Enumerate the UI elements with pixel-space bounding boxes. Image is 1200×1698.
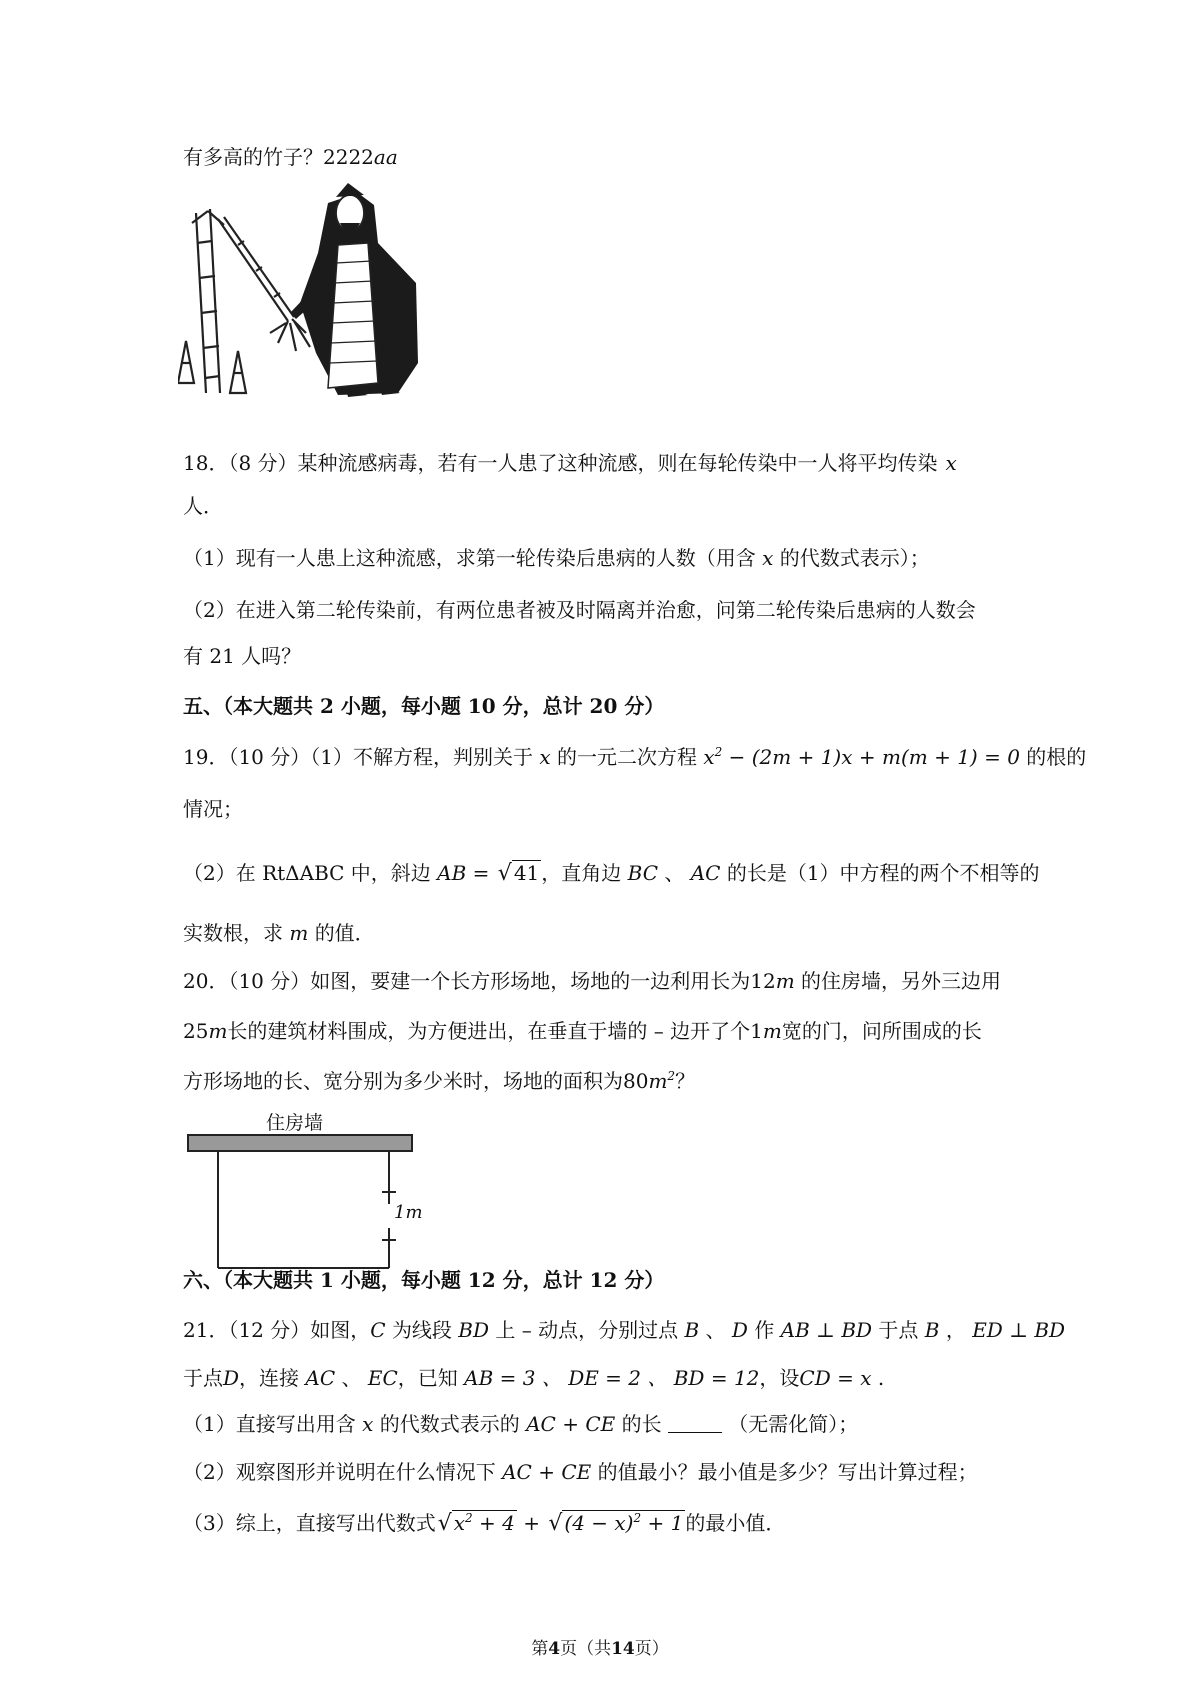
footer-page-number: 4 [548,1639,561,1659]
q21-p1-var-x: x [362,1412,374,1436]
section-6-heading [183,1265,1020,1295]
section-6-text: 六、（本大题共 1 小题，每小题 12 分，总计 12 分） [183,1268,665,1292]
q20-wall-label: 住房墙 [266,1112,324,1134]
q18-line-1 [183,448,1020,478]
q19-line-2 [183,794,1020,824]
q21-text-a: 21．（12 分）如图， [183,1318,371,1342]
section-5-text: 五、（本大题共 2 小题，每小题 10 分，总计 20 分） [183,694,665,718]
q20-text-d: 长的建筑材料围成，为方便进出，在垂直于墙的 – 边开了个1 [227,1019,763,1043]
q21-p3-text-b: 的最小值． [685,1511,786,1535]
q21-p1-text-d: （无需化简）； [728,1412,859,1436]
q21-pt-b: B [684,1318,700,1342]
q21-sqrt-2: √ $(4 - x)^2 + 1$ [548,1511,684,1536]
q18-var-x: x [945,451,957,475]
q20-area-unit: $m^2$ [648,1069,676,1093]
q19-text-c: 的根的 [1026,745,1087,769]
q19-ac: AC [690,861,721,885]
q19-sqrt-41: √ 41 [497,861,540,886]
q21-p2-text-a: （2）观察图形并说明在什么情况下 [183,1460,496,1484]
page-footer [0,1634,1200,1659]
footer-mid: 页（共 [560,1639,612,1659]
q18-p1-text-a: （1）现有一人患上这种流感，求第一轮传染后患病的人数（用含 [183,546,756,570]
q19-p2-text-a: （2）在 RtΔABC 中，斜边 [183,861,431,885]
q19-part2-line-1 [183,858,1040,889]
q19-line-1 [183,742,1087,772]
q19-p2-text-e: 的值． [314,921,375,945]
q21-p2-text-b: 的值最小？最小值是多少？写出计算过程； [597,1460,978,1484]
q20-unit-m-2: m [208,1019,228,1043]
q21-text-d: 作 [754,1318,775,1342]
q21-let: CD = x [799,1366,872,1390]
q21-p1-text-b: 的代数式表示的 [379,1412,520,1436]
q21-given: AB = 3 、 DE = 2 、 BD = 12 [464,1366,760,1390]
q20-figure [184,1108,423,1274]
q18-part2-line-2 [183,641,1020,671]
q20-unit-m-1: m [775,969,795,993]
q20-door-label: 1m [394,1202,423,1223]
q21-p1-text-a: （1）直接写出用含 [183,1412,356,1436]
q19-part2-line-2 [183,918,1020,948]
q21-part2 [183,1457,1020,1487]
q20-fence [184,1108,414,1274]
section-5-heading [183,691,1020,721]
q19-p2-text-c: 的长是（1）中方程的两个不相等的 [726,861,1040,885]
q19-equals: = [466,861,496,885]
q21-seg-ec: EC [367,1366,398,1390]
q19-var-x: x [539,745,551,769]
q20-line-3 [183,1066,1020,1096]
q19-ab: AB [437,861,467,885]
q20-text-c: 25 [183,1019,209,1043]
q19-equation-rest: − (2m + 1)x + m(m + 1) = 0 [728,745,1020,769]
q21-line-1: 21．（12 分）如图，C 为线段 BD 上 – 动点，分别过点 B 、 D 作 AB ⊥ BD 于点 B ， ED ⊥ BD [183,1318,1066,1342]
q17-tail-var: aa [373,145,398,169]
q20-line-2 [183,1016,1020,1046]
q21-p3-text-a: （3）综上，直接写出代数式 [183,1511,436,1535]
q21-perp-2: ED ⊥ BD [972,1318,1066,1342]
q18-line-2 [183,491,1020,521]
q21-seg-ac: AC [305,1366,336,1390]
q18-p1-text-b: 的代数式表示）； [779,546,930,570]
q20-text-f: 方形场地的长、宽分别为多少米时，场地的面积为80 [183,1069,649,1093]
q21-sqrt-1: √ $x^2 + 4$ [437,1511,515,1536]
q20-text-e: 宽的门，问所围成的长 [781,1019,982,1043]
q21-line-2: 于点D，连接 AC 、 EC，已知 AB = 3 、 DE = 2 、 BD = 12，设CD = x . [183,1366,885,1390]
q21-pt-b-2: B [924,1318,940,1342]
footer-prefix: 第 [531,1639,549,1659]
q19-radicand: 41 [513,861,540,885]
q21-text-h: ，已知 [397,1366,458,1390]
q21-text-e: 于点 [878,1318,919,1342]
footer-suffix: 页） [634,1639,669,1659]
q18-text-b: 人． [183,494,223,518]
q19-sep: 、 [658,861,691,885]
q21-part3: （3）综上，直接写出代数式√ $x^2 + 4$ + √ $(4 - x)^2 + 1$ 的最小值． [183,1508,1020,1539]
q21-perp-1: AB ⊥ BD [780,1318,873,1342]
q17-tail-line [183,142,1020,172]
q21-pt-d-2: D [223,1366,240,1390]
q21-text-g: ，连接 [239,1366,300,1390]
q20-text-b: 的住房墙，另外三边用 [801,969,1002,993]
footer-total-pages: 14 [611,1639,635,1659]
q19-text-d: 情况； [183,797,243,821]
q20-line-1 [183,966,1020,996]
bamboo-scholar-illustration [178,183,428,405]
q19-p2-text-d: 实数根，求 [183,921,283,945]
q21-seg-bd: BD [458,1318,490,1342]
q19-equation: $x^2 - (2m + 1)x + m(m + 1) = 0$ [703,745,1020,769]
q18-p2-text-b: 有 21 人吗？ [183,644,302,668]
q21-text-c: 上 – 动点，分别过点 [495,1318,679,1342]
q21-text-f: 于点 [183,1366,223,1390]
q20-unit-m-3: m [762,1019,782,1043]
q19-p2-text-b: ，直角边 [541,861,622,885]
q21-p1-text-c: 的长 [621,1412,662,1436]
q21-part1 [183,1409,1020,1439]
q21-text-b: 为线段 [391,1318,452,1342]
q21-p2-sum: AC + CE [502,1460,592,1484]
q21-answer-blank[interactable] [668,1414,722,1433]
q19-bc: BC [627,861,658,885]
q19-var-m: m [289,921,309,945]
q19-text-a: 19．（10 分）（1）不解方程，判别关于 [183,745,533,769]
q21-text-i: ，设 [759,1366,800,1390]
q20-text-g: ？ [675,1069,696,1093]
q18-part2-line-1 [183,595,1020,625]
q21-p1-sum: AC + CE [526,1412,616,1436]
q19-text-b: 的一元二次方程 [556,745,697,769]
q18-p1-var-x: x [762,546,774,570]
q18-p2-text-a: （2）在进入第二轮传染前，有两位患者被及时隔离并治愈，问第二轮传染后患病的人数会 [183,598,976,622]
q18-text-a: 18．（8 分）某种流感病毒，若有一人患了这种流感，则在每轮传染中一人将平均传染 [183,451,938,475]
q21-pt-c: C [370,1318,386,1342]
q18-part1 [183,543,1020,573]
q17-tail-text: 有多高的竹子？2222 [183,145,374,169]
q21-pt-d: D [731,1318,748,1342]
q20-text-a: 20．（10 分）如图，要建一个长方形场地，场地的一边利用长为12 [183,969,776,993]
